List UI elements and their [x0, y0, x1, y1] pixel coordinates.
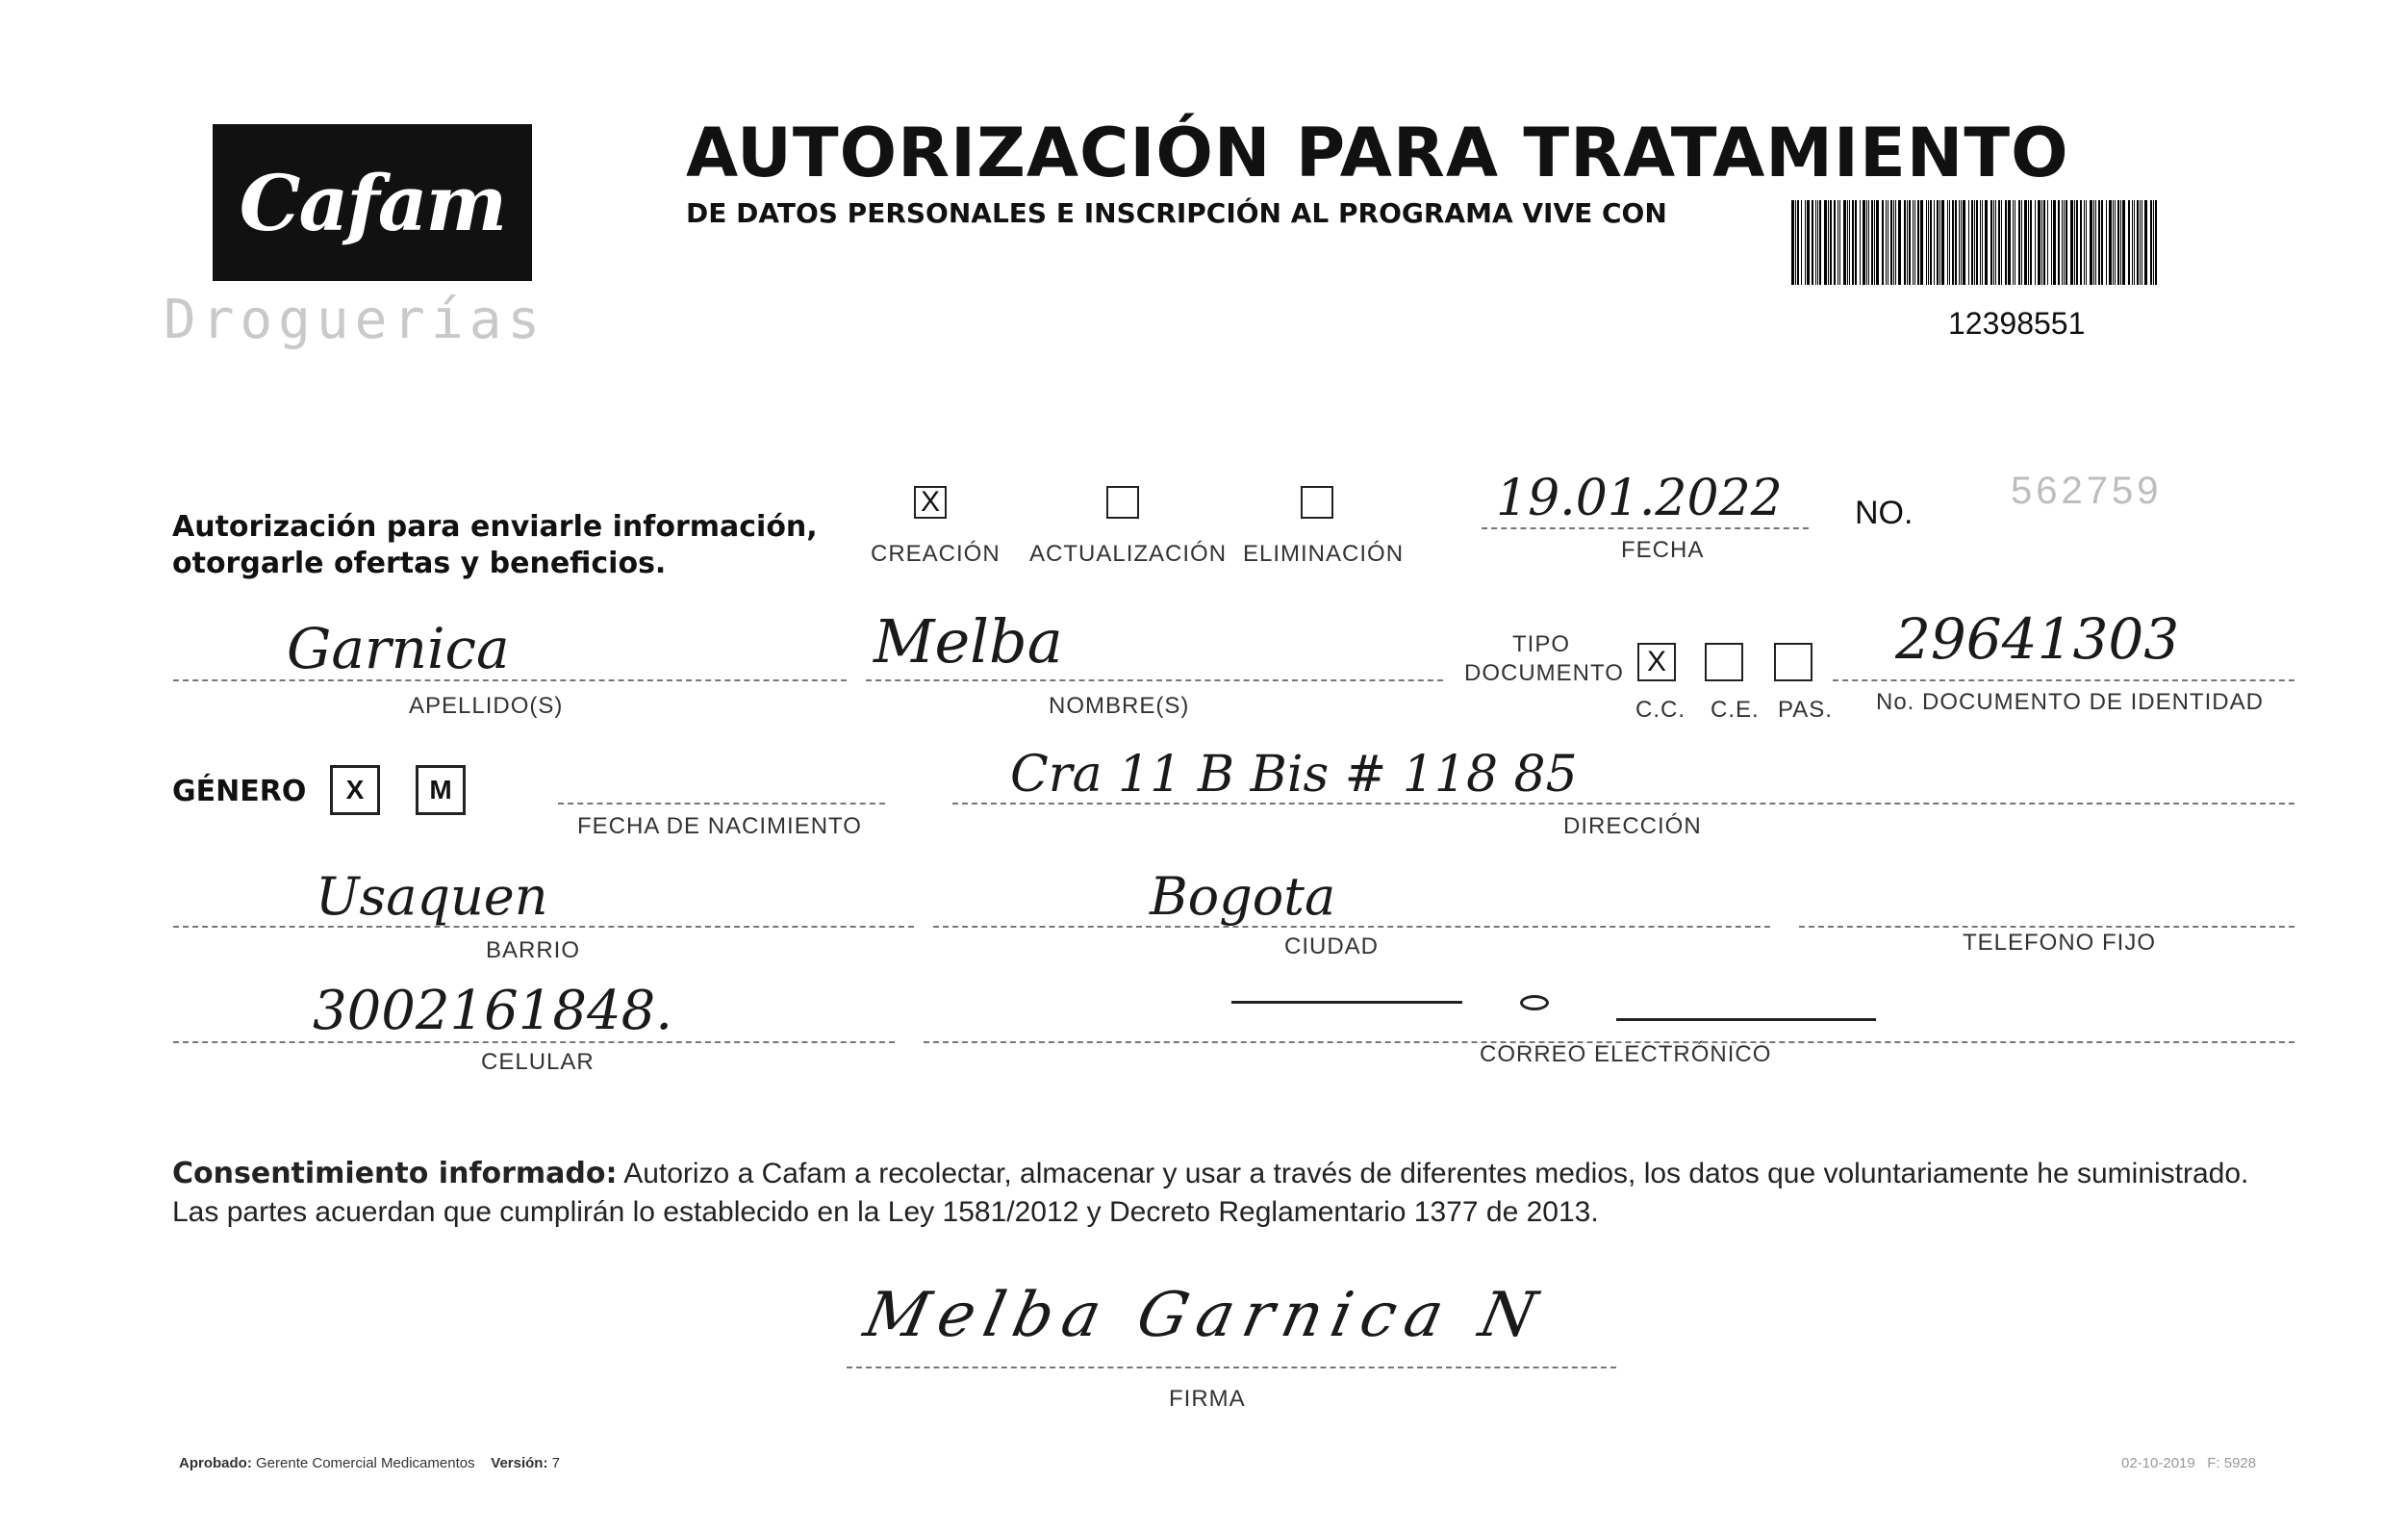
barcode-bar [1914, 200, 1915, 285]
apellido-label: APELLIDO(S) [409, 693, 564, 719]
barcode-bar [1904, 200, 1906, 285]
barcode-bar [1882, 200, 1884, 285]
barcode-bar [1985, 200, 1988, 285]
genero-m-checkbox[interactable] [416, 765, 466, 815]
barcode-bar [1819, 200, 1821, 285]
barcode-bar [1949, 200, 1950, 285]
barcode-bar [2047, 200, 2048, 285]
barcode-bar [2024, 200, 2027, 285]
correo-at-mark [1520, 995, 1549, 1010]
celular-label: CELULAR [481, 1049, 595, 1075]
consent-text: Autorizo a Cafam a recolectar, almacenar y usar a través de diferentes medios, los datos que voluntariamente he suministrado. Las partes acuerdan que cumplirán lo establecido en la Ley 1581/2012 y Decreto Reglamentario 1377 de 2013. [172, 1158, 2249, 1228]
barcode-bar [1890, 200, 1892, 285]
barcode-bar [2137, 200, 2139, 285]
genero-m-label: M [429, 775, 452, 805]
barcode-bar [2117, 200, 2119, 285]
barcode-bar [2053, 200, 2056, 285]
actualizacion-checkbox[interactable] [1106, 486, 1139, 519]
nacimiento-label: FECHA DE NACIMIENTO [577, 813, 862, 839]
barcode-bar [2080, 200, 2082, 285]
eliminacion-label: ELIMINACIÓN [1243, 541, 1405, 567]
actualizacion-label: ACTUALIZACIÓN [1029, 541, 1228, 567]
barcode-bar [1947, 200, 1948, 285]
barcode-bar [1920, 200, 1923, 285]
barcode-bar [1976, 200, 1978, 285]
correo-stroke-1 [1231, 1001, 1462, 1004]
barcode-bar [2101, 200, 2103, 285]
nacimiento-line [558, 803, 885, 805]
barcode-bar [2018, 200, 2020, 285]
barcode-bar [1955, 200, 1957, 285]
doc-number-line [1833, 679, 2294, 681]
ce-label: C.E. [1711, 697, 1760, 723]
pas-checkbox[interactable] [1774, 643, 1812, 681]
logo-text: Cafam [239, 157, 506, 248]
ciudad-line [933, 926, 1770, 928]
correo-stroke-2 [1616, 1018, 1876, 1021]
signature-line [847, 1367, 1616, 1368]
barcode-bar [2084, 200, 2085, 285]
telefono-line [1799, 926, 2294, 928]
barcode-bar [2043, 200, 2045, 285]
barcode-bar [1909, 200, 1911, 285]
creacion-label: CREACIÓN [871, 541, 1001, 567]
barcode-bar [2134, 200, 2135, 285]
barcode-bar [1937, 200, 1939, 285]
barcode-bar [1874, 200, 1875, 285]
barcode-bar [1847, 200, 1848, 285]
barcode-number: 12398551 [1948, 306, 2086, 341]
tipo-label-1: TIPO [1512, 631, 1571, 657]
barcode [1791, 200, 2163, 285]
barcode-bar [2030, 200, 2032, 285]
barcode-bar [1961, 200, 1962, 285]
ciudad-value: Bogota [1150, 866, 1336, 927]
barcode-bar [2140, 200, 2141, 285]
barcode-bar [2086, 200, 2087, 285]
barcode-bar [1998, 200, 2000, 285]
barcode-bar [2132, 200, 2133, 285]
barcode-bar [1934, 200, 1935, 285]
creacion-mark: X [920, 486, 940, 518]
barcode-bar [1893, 200, 1894, 285]
barcode-bar [1855, 200, 1857, 285]
barcode-bar [1995, 200, 1996, 285]
barcode-bar [2155, 200, 2157, 285]
barcode-bar [2070, 200, 2073, 285]
footer-right [2121, 1455, 2256, 1471]
barcode-bar [1828, 200, 1829, 285]
signature-value: Melba Garnica N [858, 1280, 1553, 1351]
genero-f-checkbox[interactable] [330, 765, 380, 815]
celular-line [173, 1041, 895, 1043]
direccion-line [952, 803, 2294, 805]
barcode-bar [2109, 200, 2112, 285]
barcode-bar [2051, 200, 2052, 285]
barrio-label: BARRIO [486, 937, 581, 963]
barcode-bar [2074, 200, 2075, 285]
ciudad-label: CIUDAD [1284, 933, 1380, 959]
barcode-bar [2005, 200, 2007, 285]
aprobado-value: Gerente Comercial Medicamentos [256, 1455, 475, 1471]
barcode-bar [1971, 200, 1973, 285]
barcode-bar [2076, 200, 2078, 285]
barcode-bar [2095, 200, 2096, 285]
barcode-bar [1868, 200, 1869, 285]
barcode-bar [1830, 200, 1832, 285]
faded-brand-text: Droguerías [164, 289, 546, 351]
aprobado-label: Aprobado: [179, 1455, 252, 1471]
pas-label: PAS. [1778, 697, 1833, 723]
barcode-bar [1815, 200, 1816, 285]
barcode-bar [1895, 200, 1896, 285]
barcode-bar [1939, 200, 1940, 285]
barcode-bar [1797, 200, 1799, 285]
barcode-bar [1930, 200, 1932, 285]
apellido-value: Garnica [287, 616, 510, 681]
creacion-checkbox[interactable] [914, 486, 947, 519]
footer-left [179, 1455, 560, 1471]
barcode-bar [2035, 200, 2036, 285]
doc-number-value: 29641303 [1895, 606, 2180, 672]
barcode-bar [1801, 200, 1802, 285]
barcode-bar [2001, 200, 2002, 285]
barcode-bar [2058, 200, 2060, 285]
version-label: Versión: [491, 1455, 548, 1471]
barcode-bar [1990, 200, 1992, 285]
barcode-bar [1852, 200, 1854, 285]
barcode-bar [1866, 200, 1867, 285]
barcode-bar [1839, 200, 1840, 285]
barcode-bar [1907, 200, 1908, 285]
cafam-logo [213, 124, 532, 281]
authorization-label-line2: otorgarle ofertas y beneficios. [172, 547, 667, 580]
barcode-bar [1898, 200, 1901, 285]
signature-label: FIRMA [1169, 1386, 1246, 1412]
barcode-bar [2115, 200, 2116, 285]
barcode-bar [1959, 200, 1960, 285]
barcode-bar [1860, 200, 1861, 285]
direccion-label: DIRECCIÓN [1563, 813, 1702, 839]
barcode-bar [1812, 200, 1813, 285]
celular-value: 3002161848. [313, 980, 673, 1042]
barcode-bar [2062, 200, 2063, 285]
barcode-bar [1871, 200, 1873, 285]
cc-checkbox[interactable] [1637, 643, 1676, 681]
barcode-bar [1849, 200, 1850, 285]
version-value: 7 [551, 1455, 560, 1471]
barcode-bar [1863, 200, 1865, 285]
barcode-bar [2021, 200, 2022, 285]
barcode-bar [2153, 200, 2154, 285]
eliminacion-checkbox[interactable] [1301, 486, 1333, 519]
barcode-bar [1807, 200, 1810, 285]
fecha-line [1482, 527, 1809, 529]
barcode-bar [1974, 200, 1975, 285]
barcode-bar [1834, 200, 1836, 285]
barcode-bar [1791, 200, 1794, 285]
barcode-bar [2120, 200, 2121, 285]
barcode-bar [1980, 200, 1981, 285]
barcode-bar [1982, 200, 1983, 285]
no-value: 562759 [2011, 470, 2163, 512]
ce-checkbox[interactable] [1705, 643, 1743, 681]
barcode-bar [2093, 200, 2094, 285]
correo-label: CORREO ELECTRÓNICO [1480, 1041, 1772, 1067]
apellido-line [173, 679, 847, 681]
barcode-bar [2090, 200, 2092, 285]
footer-code: F: 5928 [2207, 1455, 2257, 1471]
barcode-bar [1941, 200, 1944, 285]
genero-label: GÉNERO [172, 775, 307, 808]
consent-heading: Consentimiento informado: [172, 1157, 618, 1190]
footer-date: 02-10-2019 [2121, 1455, 2195, 1471]
barcode-bar [2106, 200, 2107, 285]
barcode-bar [2013, 200, 2014, 285]
barcode-bar [1928, 200, 1929, 285]
cc-mark: X [1646, 646, 1666, 677]
barcode-bar [1917, 200, 1919, 285]
barcode-bar [1963, 200, 1965, 285]
doc-number-label: No. DOCUMENTO DE IDENTIDAD [1876, 689, 2264, 715]
form-subtitle: DE DATOS PERSONALES E INSCRIPCIÓN AL PROGRAMA VIVE CON [686, 197, 1667, 229]
barcode-bar [1926, 200, 1927, 285]
nombre-value: Melba [874, 606, 1063, 677]
barcode-bar [1843, 200, 1846, 285]
consent-paragraph [172, 1155, 2279, 1232]
genero-f-mark: X [345, 775, 365, 805]
barcode-bar [1968, 200, 1969, 285]
fecha-label: FECHA [1621, 537, 1705, 563]
direccion-value: Cra 11 B Bis # 118 85 [1010, 746, 1578, 804]
barcode-bar [2122, 200, 2125, 285]
barcode-bar [1993, 200, 1994, 285]
barrio-value: Usaquen [316, 866, 548, 927]
barcode-bar [2028, 200, 2029, 285]
barcode-bar [1952, 200, 1954, 285]
barcode-bar [2128, 200, 2130, 285]
barcode-bar [2038, 200, 2040, 285]
barcode-bar [2041, 200, 2042, 285]
barcode-bar [2150, 200, 2152, 285]
barcode-bar [2098, 200, 2100, 285]
barcode-bar [1913, 200, 1914, 285]
barcode-bar [2064, 200, 2065, 285]
barcode-bar [1876, 200, 1879, 285]
nombre-label: NOMBRE(S) [1049, 693, 1190, 719]
form-title: AUTORIZACIÓN PARA TRATAMIENTO [686, 114, 2069, 192]
barcode-bar [2066, 200, 2067, 285]
barcode-bar [2008, 200, 2011, 285]
barcode-bar [1795, 200, 1796, 285]
barcode-bar [2144, 200, 2147, 285]
fecha-value: 19.01.2022 [1496, 470, 1783, 527]
authorization-label-line1: Autorización para enviarle información, [172, 510, 818, 544]
tipo-label-2: DOCUMENTO [1464, 660, 1624, 686]
no-label: NO. [1855, 495, 1914, 531]
barcode-bar [1817, 200, 1818, 285]
nombre-line [866, 679, 1443, 681]
barcode-bar [2113, 200, 2114, 285]
telefono-label: TELEFONO FIJO [1963, 930, 2157, 956]
barcode-bar [1805, 200, 1806, 285]
barrio-line [173, 926, 914, 928]
barcode-bar [1824, 200, 1827, 285]
cc-label: C.C. [1635, 697, 1686, 723]
barcode-bar [1886, 200, 1887, 285]
